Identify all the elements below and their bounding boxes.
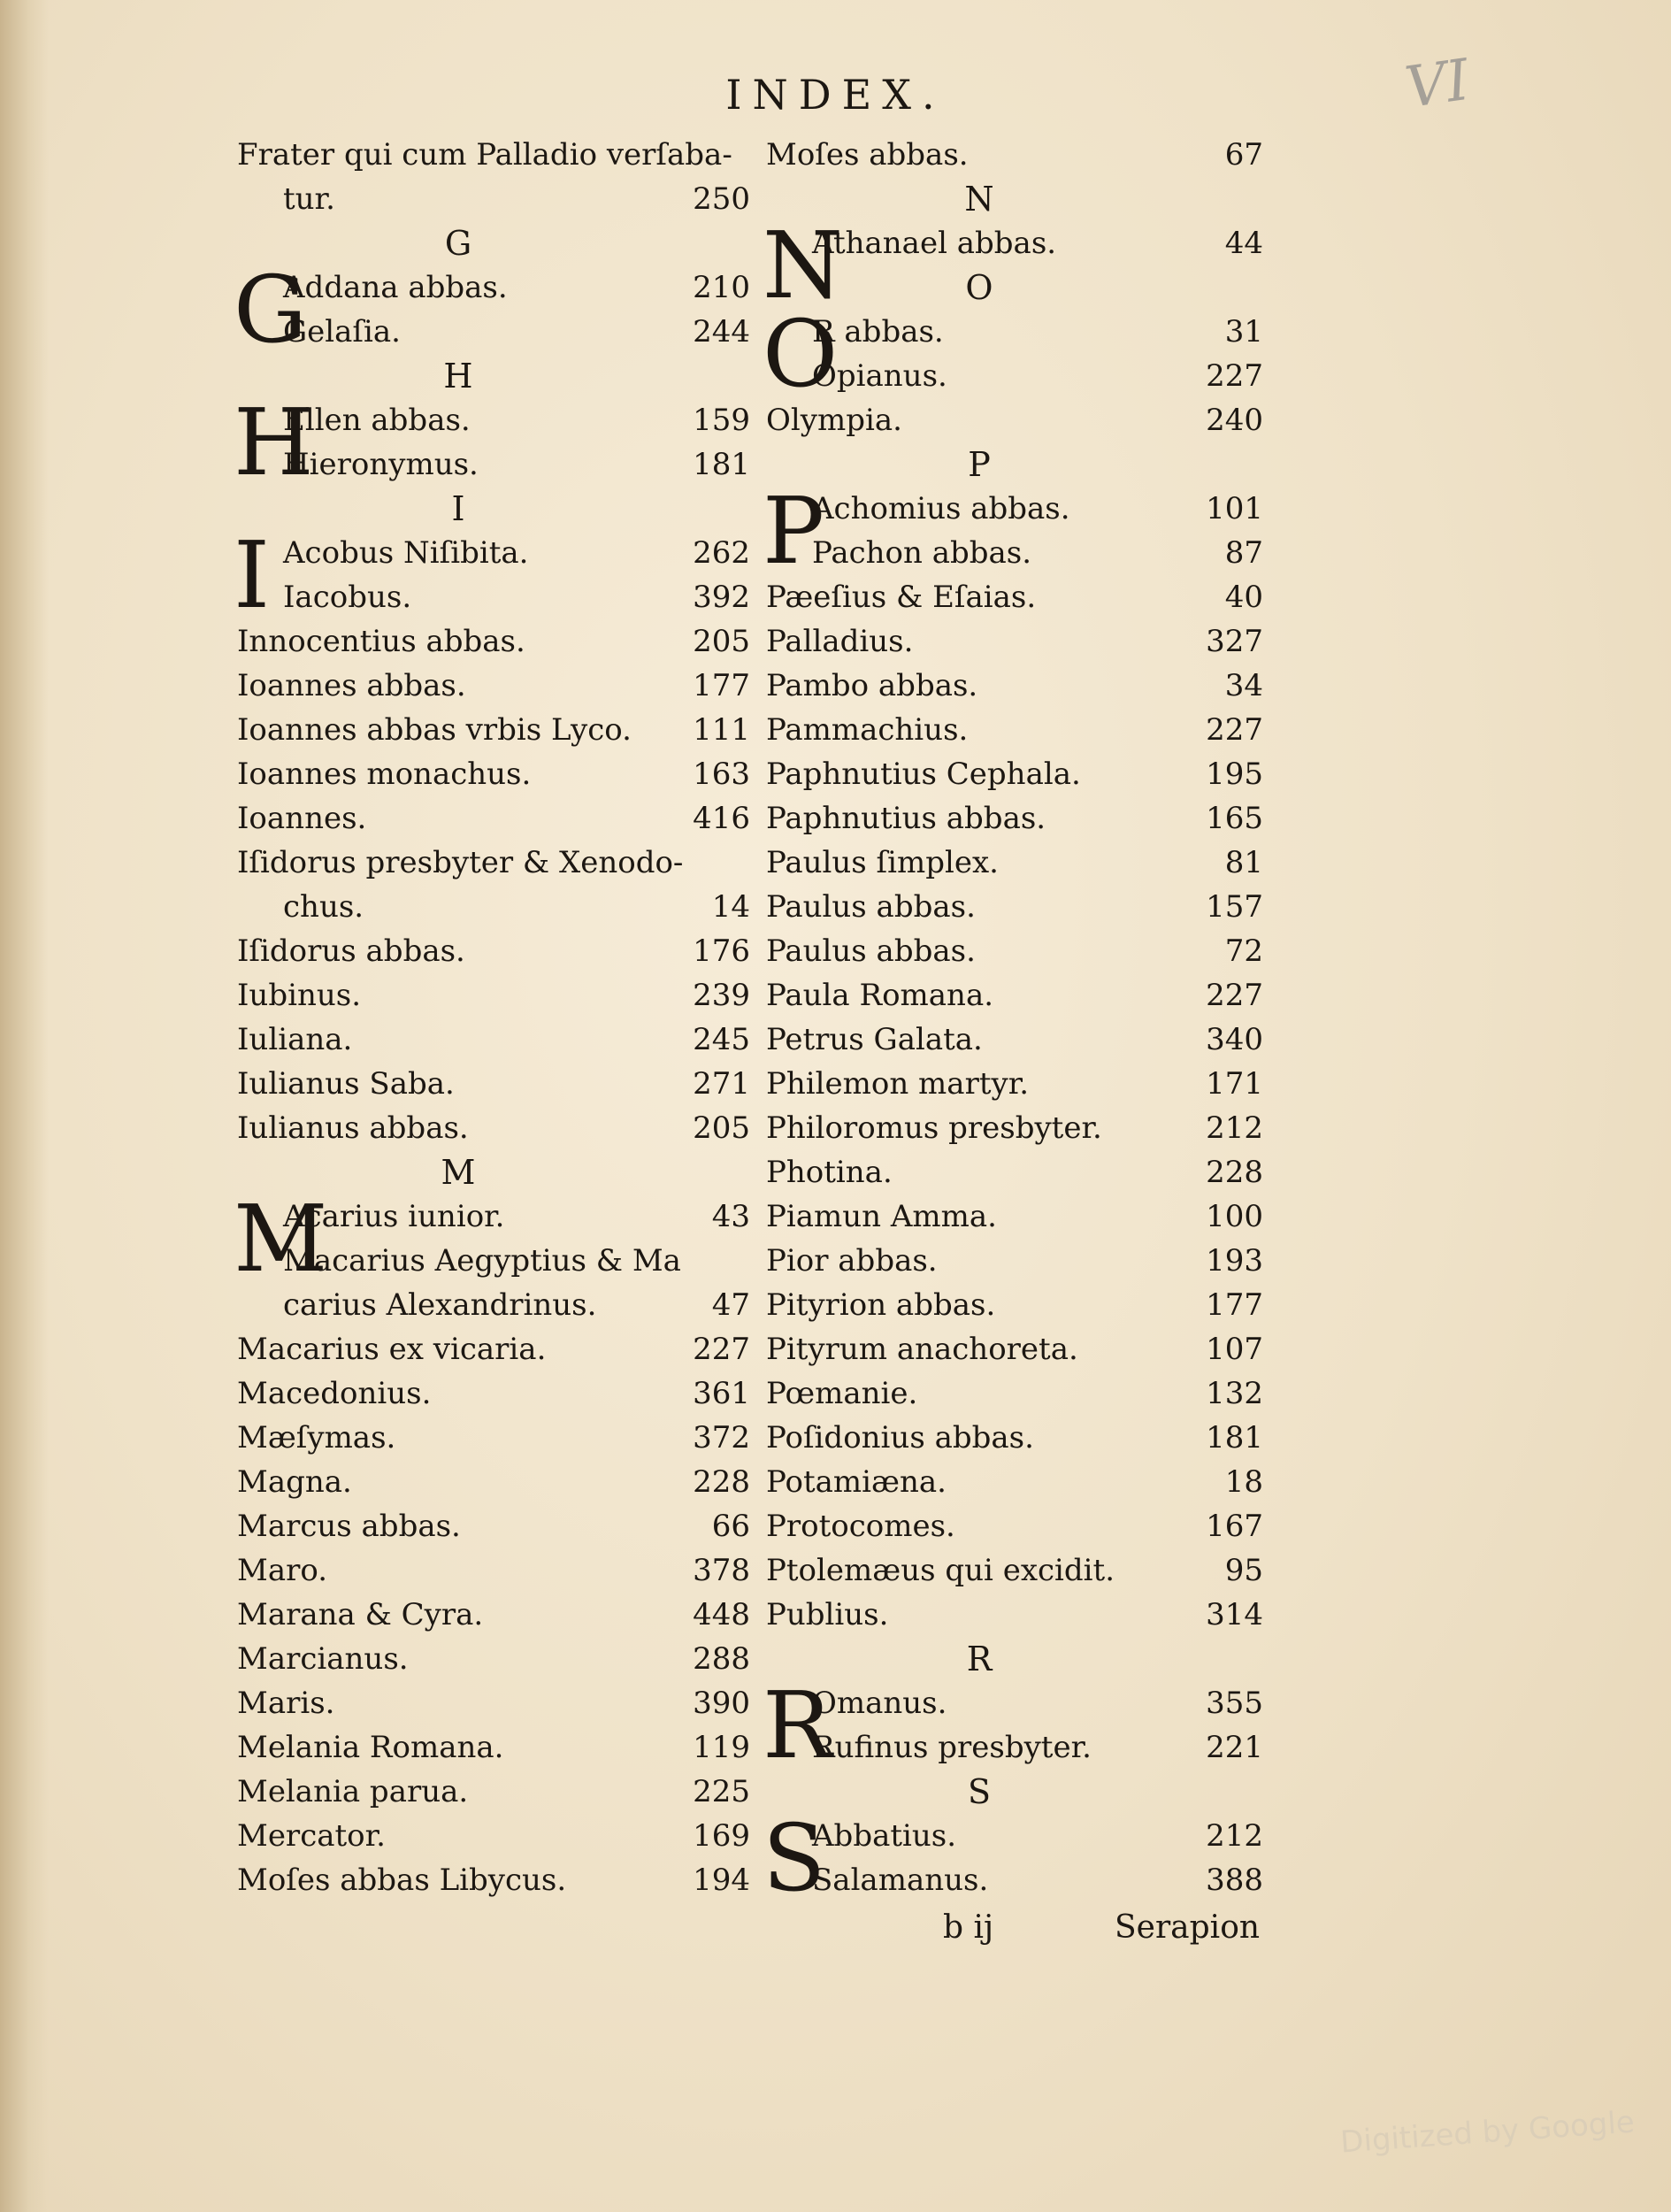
entry-name: Paula Romana. xyxy=(766,978,994,1013)
index-entry xyxy=(766,1150,1263,1194)
entry-page: 81 xyxy=(1224,845,1263,880)
entry-page: 87 xyxy=(1224,535,1263,571)
index-entry xyxy=(766,1814,1263,1858)
index-entry xyxy=(766,841,1263,885)
entry-name: Ioannes. xyxy=(237,801,367,836)
index-entry xyxy=(237,1106,750,1150)
drop-cap-o: O xyxy=(763,300,839,408)
index-entry xyxy=(766,1858,1263,1902)
index-column-left xyxy=(237,133,750,1902)
entry-name: Athanael abbas. xyxy=(812,226,1057,261)
index-entry xyxy=(237,531,750,575)
entry-page: 177 xyxy=(1206,1287,1263,1323)
section-letter-text: M xyxy=(441,1153,476,1192)
index-entry xyxy=(766,1194,1263,1239)
entry-name: Olympia. xyxy=(766,403,902,438)
index-entry xyxy=(766,575,1263,619)
entry-page: 163 xyxy=(693,757,750,792)
entry-name: Pachon abbas. xyxy=(812,535,1032,571)
entry-name: Acarius iunior. xyxy=(283,1199,505,1234)
entry-page: 227 xyxy=(1206,358,1263,394)
index-entry xyxy=(766,1371,1263,1416)
section-letter xyxy=(766,1637,1263,1681)
entry-name: Addana abbas. xyxy=(283,270,508,305)
entry-name: Pæeſius & Eſaias. xyxy=(766,580,1037,615)
entry-page: 355 xyxy=(1206,1686,1263,1721)
entry-name: tur. xyxy=(283,181,335,217)
index-entry xyxy=(237,575,750,619)
section-letter-text: N xyxy=(964,180,994,219)
entry-page: 107 xyxy=(1206,1332,1263,1367)
index-entry xyxy=(237,885,750,929)
index-entry xyxy=(766,354,1263,398)
entry-name: Acobus Niſibita. xyxy=(283,535,529,571)
index-entry xyxy=(237,1371,750,1416)
entry-page: 227 xyxy=(693,1332,750,1367)
entry-page: 43 xyxy=(711,1199,750,1234)
entry-page: 271 xyxy=(693,1066,750,1102)
index-entry xyxy=(766,708,1263,752)
drop-cap-g: G xyxy=(234,256,308,364)
entry-page: 227 xyxy=(1206,712,1263,748)
index-entry xyxy=(237,1637,750,1681)
index-entry xyxy=(237,1504,750,1548)
index-entry xyxy=(237,1593,750,1637)
entry-page: 165 xyxy=(1206,801,1263,836)
entry-page: 95 xyxy=(1224,1553,1263,1588)
entry-name: carius Alexandrinus. xyxy=(283,1287,597,1323)
entry-page: 288 xyxy=(693,1641,750,1677)
entry-page: 47 xyxy=(711,1287,750,1323)
section-letter xyxy=(237,354,750,398)
index-entry xyxy=(766,973,1263,1018)
entry-page: 31 xyxy=(1224,314,1263,349)
index-entry xyxy=(237,133,750,177)
entry-page: 262 xyxy=(693,535,750,571)
entry-page: 212 xyxy=(1206,1110,1263,1146)
section-letter-text: I xyxy=(451,489,465,528)
index-entry xyxy=(766,929,1263,973)
index-entry xyxy=(237,664,750,708)
digitization-watermark: Digitized by Google xyxy=(1339,2104,1636,2161)
entry-page: 44 xyxy=(1224,226,1263,261)
index-entry xyxy=(237,265,750,310)
entry-page: 225 xyxy=(693,1774,750,1809)
index-entry xyxy=(766,664,1263,708)
index-entry xyxy=(766,619,1263,664)
entry-name: Philemon martyr. xyxy=(766,1066,1030,1102)
index-entry xyxy=(237,1327,750,1371)
entry-name: Ptolemæus qui excidit. xyxy=(766,1553,1115,1588)
entry-name: Ioannes abbas vrbis Lyco. xyxy=(237,712,632,748)
index-entry xyxy=(766,531,1263,575)
entry-page: 221 xyxy=(1206,1730,1263,1765)
drop-cap-s: S xyxy=(763,1804,826,1912)
index-entry xyxy=(237,398,750,442)
entry-name: Paulus abbas. xyxy=(766,889,976,925)
index-entry xyxy=(237,619,750,664)
index-entry xyxy=(766,1593,1263,1637)
entry-page: 195 xyxy=(1206,757,1263,792)
catchword: Serapion xyxy=(1115,1909,1261,1946)
index-entry xyxy=(766,1239,1263,1283)
drop-cap-i: I xyxy=(234,521,271,629)
entry-name: Ioannes monachus. xyxy=(237,757,532,792)
entry-name: Paulus abbas. xyxy=(766,933,976,969)
section-letter xyxy=(766,1770,1263,1814)
entry-page: 181 xyxy=(693,447,750,482)
entry-name: Gelaſia. xyxy=(283,314,401,349)
index-entry xyxy=(766,1416,1263,1460)
entry-name: Rufinus presbyter. xyxy=(812,1730,1092,1765)
entry-name: Iuliana. xyxy=(237,1022,353,1057)
entry-page: 245 xyxy=(693,1022,750,1057)
entry-name: Macarius Aegyptius & Ma xyxy=(283,1243,681,1279)
index-entry xyxy=(766,885,1263,929)
section-letter-text: P xyxy=(968,445,991,484)
index-entry xyxy=(237,1770,750,1814)
index-column-right xyxy=(766,133,1263,1902)
entry-page: 228 xyxy=(693,1464,750,1500)
entry-name: Paphnutius Cephala. xyxy=(766,757,1081,792)
entry-name: Marcianus. xyxy=(237,1641,409,1677)
entry-name: R abbas. xyxy=(812,314,944,349)
index-entry xyxy=(766,796,1263,841)
entry-name: Achomius abbas. xyxy=(812,491,1070,526)
index-entry xyxy=(766,398,1263,442)
entry-page: 100 xyxy=(1206,1199,1263,1234)
entry-page: 239 xyxy=(693,978,750,1013)
index-entry xyxy=(237,1681,750,1725)
entry-page: 18 xyxy=(1224,1464,1263,1500)
entry-page: 181 xyxy=(1206,1420,1263,1455)
entry-name: Macarius ex vicaria. xyxy=(237,1332,547,1367)
index-entry xyxy=(237,973,750,1018)
index-entry xyxy=(237,1018,750,1062)
entry-name: Pammachius. xyxy=(766,712,969,748)
entry-name: Magna. xyxy=(237,1464,352,1500)
signature-mark: b ij xyxy=(943,1909,994,1946)
entry-name: Publius. xyxy=(766,1597,889,1632)
entry-page: 157 xyxy=(1206,889,1263,925)
entry-name: Paulus ſimplex. xyxy=(766,845,999,880)
index-entry xyxy=(766,1504,1263,1548)
index-entry xyxy=(766,1106,1263,1150)
entry-name: Omanus. xyxy=(812,1686,947,1721)
section-letter-text: H xyxy=(443,357,473,396)
entry-name: Frater qui cum Palladio verſaba- xyxy=(237,137,732,173)
index-entry xyxy=(237,841,750,885)
folio-mark: VI xyxy=(1401,47,1474,122)
entry-name: Philoromus presbyter. xyxy=(766,1110,1102,1146)
entry-name: Opianus. xyxy=(812,358,947,394)
entry-name: Mæſymas. xyxy=(237,1420,396,1455)
entry-name: Ellen abbas. xyxy=(283,403,471,438)
entry-page: 119 xyxy=(693,1730,750,1765)
section-letter xyxy=(237,221,750,265)
entry-page: 227 xyxy=(1206,978,1263,1013)
entry-name: Pœmanie. xyxy=(766,1376,918,1411)
entry-page: 205 xyxy=(693,624,750,659)
index-entry xyxy=(766,1725,1263,1770)
entry-page: 340 xyxy=(1206,1022,1263,1057)
entry-page: 361 xyxy=(693,1376,750,1411)
entry-name: Pityrion abbas. xyxy=(766,1287,996,1323)
entry-page: 228 xyxy=(1206,1155,1263,1190)
entry-page: 390 xyxy=(693,1686,750,1721)
index-entry xyxy=(766,1018,1263,1062)
entry-name: Maris. xyxy=(237,1686,335,1721)
entry-name: Iſidorus abbas. xyxy=(237,933,465,969)
entry-page: 388 xyxy=(1206,1863,1263,1898)
entry-page: 167 xyxy=(1206,1509,1263,1544)
index-entry xyxy=(766,487,1263,531)
index-entry xyxy=(766,752,1263,796)
entry-page: 250 xyxy=(693,181,750,217)
drop-cap-n: N xyxy=(763,211,843,319)
entry-page: 416 xyxy=(693,801,750,836)
entry-name: Marcus abbas. xyxy=(237,1509,461,1544)
entry-name: Melania Romana. xyxy=(237,1730,504,1765)
index-entry xyxy=(237,1725,750,1770)
entry-page: 212 xyxy=(1206,1818,1263,1854)
index-entry xyxy=(237,1858,750,1902)
entry-page: 244 xyxy=(693,314,750,349)
entry-page: 378 xyxy=(693,1553,750,1588)
entry-name: Piamun Amma. xyxy=(766,1199,997,1234)
entry-page: 34 xyxy=(1224,668,1263,703)
entry-name: Iulianus Saba. xyxy=(237,1066,455,1102)
entry-page: 171 xyxy=(1206,1066,1263,1102)
entry-name: Potamiæna. xyxy=(766,1464,947,1500)
entry-name: Abbatius. xyxy=(812,1818,957,1854)
entry-name: Ioannes abbas. xyxy=(237,668,466,703)
index-entry xyxy=(237,1062,750,1106)
index-entry xyxy=(237,708,750,752)
index-entry xyxy=(237,442,750,487)
entry-page: 193 xyxy=(1206,1243,1263,1279)
index-entry xyxy=(237,752,750,796)
entry-name: Pior abbas. xyxy=(766,1243,938,1279)
index-entry xyxy=(766,1062,1263,1106)
entry-name: Hieronymus. xyxy=(283,447,479,482)
section-letter xyxy=(237,487,750,531)
index-entry xyxy=(766,1681,1263,1725)
entry-name: Photina. xyxy=(766,1155,893,1190)
entry-page: 66 xyxy=(711,1509,750,1544)
entry-page: 240 xyxy=(1206,403,1263,438)
section-letter-text: S xyxy=(967,1772,992,1811)
entry-page: 210 xyxy=(693,270,750,305)
index-entry xyxy=(237,929,750,973)
entry-name: Moſes abbas. xyxy=(766,137,969,173)
drop-cap-m: M xyxy=(234,1185,328,1293)
entry-name: Innocentius abbas. xyxy=(237,624,525,659)
entry-page: 314 xyxy=(1206,1597,1263,1632)
drop-cap-p: P xyxy=(763,477,824,585)
index-entry xyxy=(237,177,750,221)
entry-name: Protocomes. xyxy=(766,1509,955,1544)
entry-name: chus. xyxy=(283,889,364,925)
section-letter-text: O xyxy=(965,268,993,307)
entry-name: Salamanus. xyxy=(812,1863,989,1898)
index-entry xyxy=(766,133,1263,177)
section-letter-text: R xyxy=(966,1640,993,1678)
entry-page: 205 xyxy=(693,1110,750,1146)
entry-name: Paphnutius abbas. xyxy=(766,801,1046,836)
entry-page: 448 xyxy=(693,1597,750,1632)
entry-page: 72 xyxy=(1224,933,1263,969)
entry-page: 101 xyxy=(1206,491,1263,526)
entry-name: Mercator. xyxy=(237,1818,386,1854)
entry-name: Iſidorus presbyter & Xenodo- xyxy=(237,845,684,880)
entry-page: 67 xyxy=(1224,137,1263,173)
index-entry xyxy=(237,1460,750,1504)
entry-page: 132 xyxy=(1206,1376,1263,1411)
entry-name: Iulianus abbas. xyxy=(237,1110,469,1146)
page-edge-shadow xyxy=(0,0,49,2212)
index-entry xyxy=(237,1416,750,1460)
entry-page: 194 xyxy=(693,1863,750,1898)
entry-name: Iacobus. xyxy=(283,580,412,615)
entry-name: Pityrum anachoreta. xyxy=(766,1332,1078,1367)
index-entry xyxy=(237,796,750,841)
entry-name: Petrus Galata. xyxy=(766,1022,983,1057)
entry-name: Iubinus. xyxy=(237,978,362,1013)
entry-name: Melania parua. xyxy=(237,1774,469,1809)
entry-page: 372 xyxy=(693,1420,750,1455)
entry-name: Macedonius. xyxy=(237,1376,432,1411)
entry-name: Moſes abbas Libycus. xyxy=(237,1863,567,1898)
drop-cap-h: H xyxy=(234,388,314,496)
index-entry xyxy=(766,1327,1263,1371)
entry-page: 40 xyxy=(1224,580,1263,615)
entry-page: 169 xyxy=(693,1818,750,1854)
entry-name: Marana & Cyra. xyxy=(237,1597,484,1632)
entry-name: Palladius. xyxy=(766,624,914,659)
drop-cap-r: R xyxy=(763,1671,832,1779)
entry-page: 111 xyxy=(693,712,750,748)
entry-page: 177 xyxy=(693,668,750,703)
index-entry xyxy=(237,1814,750,1858)
entry-page: 327 xyxy=(1206,624,1263,659)
section-letter xyxy=(766,442,1263,487)
entry-page: 392 xyxy=(693,580,750,615)
page-title: INDEX. xyxy=(725,71,946,119)
entry-name: Poſidonius abbas. xyxy=(766,1420,1034,1455)
entry-name: Maro. xyxy=(237,1553,328,1588)
entry-page: 159 xyxy=(693,403,750,438)
entry-name: Pambo abbas. xyxy=(766,668,978,703)
index-entry xyxy=(766,1283,1263,1327)
index-entry xyxy=(766,1460,1263,1504)
entry-page: 176 xyxy=(693,933,750,969)
entry-page: 14 xyxy=(711,889,750,925)
index-entry xyxy=(766,1548,1263,1593)
index-entry xyxy=(237,1548,750,1593)
section-letter-text: G xyxy=(444,224,472,263)
index-entry xyxy=(237,310,750,354)
